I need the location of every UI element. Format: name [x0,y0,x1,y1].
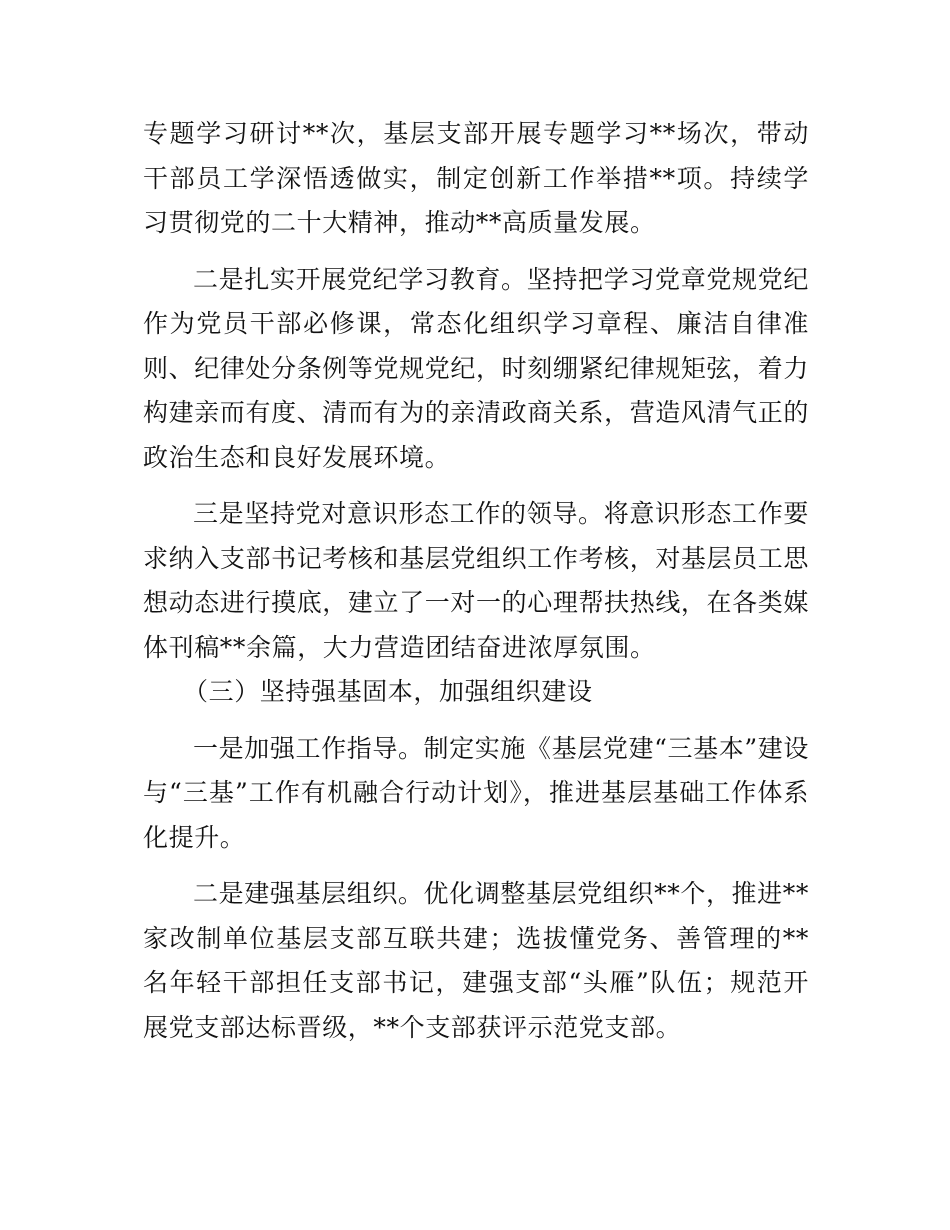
paragraph-work-guidance: 一是加强工作指导。制定实施《基层党建“三基本”建设与“三基”工作有机融合行动计划》，推进基层基础工作体系化提升。 [143,733,809,852]
paragraph-grassroots-organization: 二是建强基层组织。优化调整基层党组织**个，推进**家改制单位基层支部互联共建；选拔懂党务、善管理的**名年轻干部担任支部书记，建强支部“头雁”队伍；规范开展党支部达标晋级，**个支部获评示范党支部。 [143,879,809,1042]
paragraph-party-discipline-education: 二是扎实开展党纪学习教育。坚持把学习党章党规党纪作为党员干部必修课，常态化组织学习章程、廉洁自律准则、纪律处分条例等党规党纪，时刻绷紧纪律规矩弦，着力构建亲而有度、清而有为的亲清政商关系，营造风清气正的政治生态和良好发展环境。 [143,264,809,472]
paragraph-ideology-leadership: 三是坚持党对意识形态工作的领导。将意识形态工作要求纳入支部书记考核和基层党组织工作考核，对基层员工思想动态进行摸底，建立了一对一的心理帮扶热线，在各类媒体刊稿**余篇，大力营造团结奋进浓厚氛围。 [143,499,809,662]
section-heading: （三）坚持强基固本，加强组织建设 [183,677,593,706]
document-body [143,112,809,1050]
paragraph-continuation: 专题学习研讨**次，基层支部开展专题学习**场次，带动干部员工学深悟透做实，制定创新工作举措**项。持续学习贯彻党的二十大精神，推动**高质量发展。 [143,119,809,237]
